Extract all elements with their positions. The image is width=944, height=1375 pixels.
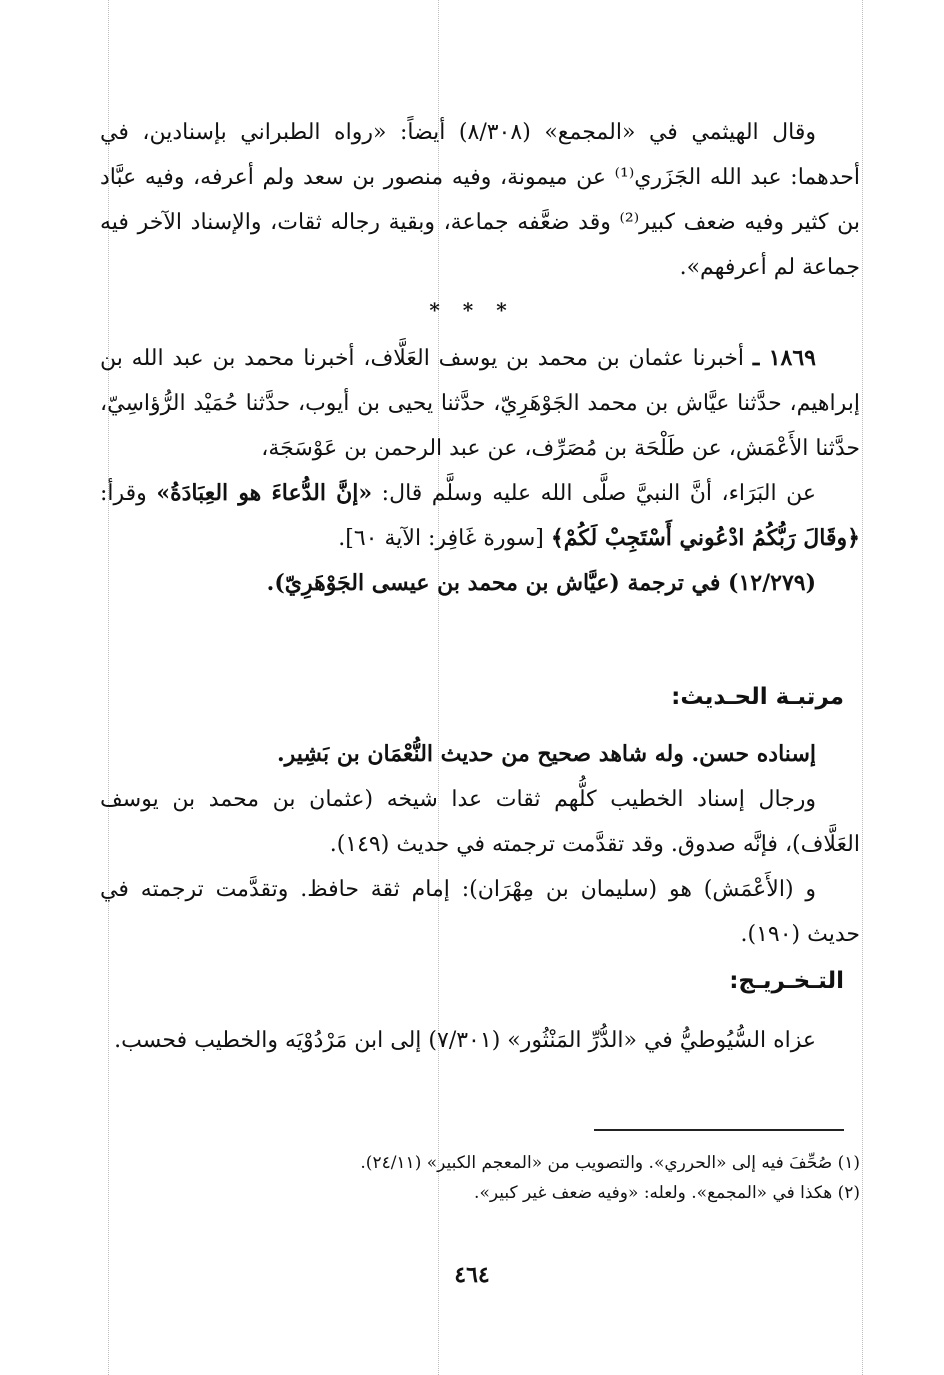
hadith-matn-quote: «إنَّ الدُّعاءَ هو العِبَادَةُ» xyxy=(156,480,373,506)
takhrij-block xyxy=(100,1018,860,1063)
hadith-source: (١٢/٢٧٩) في ترجمة (عيَّاش بن محمد بن عيسى الجَوْهَرِيّ). xyxy=(266,570,816,596)
grade-block xyxy=(100,732,860,957)
takhrij-text: عزاه السُّيُوطيُّ في «الدُّرِّ المَنْثُور» (٧/٣٠١) إلى ابن مَرْدُوْيَه والخطيب فحسب. xyxy=(114,1028,816,1053)
page-number: ٤٦٤ xyxy=(454,1262,490,1288)
grade-narrators-1: ورجال إسناد الخطيب كلُّهم ثقات عدا شيخه (عثمان بن محمد بن يوسف العَلَّاف)، فإنَّه صدوق. وقد تقدَّمت ترجمته في حديث (١٤٩). xyxy=(100,787,860,857)
intro-quote-block xyxy=(100,110,860,290)
intro-quote-paragraph: وقال الهيثمي في «المجمع» (٨/٣٠٨) أيضاً: «رواه الطبراني بإسنادين، في أحدهما: عبد الله الجَزَري⁽¹⁾ عن ميمونة، وفيه منصور بن سعد ولم أعرفه، وفيه عبَّاد بن كثير وفيه ضعف كبير⁽²⁾ وقد ضعَّفه جماعة، وبقية رجاله ثقات، والإسناد الآخر فيه جماعة لم أعرفهم». xyxy=(100,120,861,280)
grade-narrators-2: و (الأَعْمَش) هو (سليمان بن مِهْرَان): إمام ثقة حافظ. وتقدَّمت ترجمته في حديث (١٩٠). xyxy=(100,877,860,947)
hadith-isnad: أخبرنا عثمان بن محمد بن يوسف العَلَّاف، أخبرنا محمد بن عبد الله بن إبراهيم، حدَّثنا عيَّاش بن محمد الجَوْهَرِيّ، حدَّثنا يحيى بن أيوب، حدَّثنا حُمَيْد الرُّؤاسِيّ، حدَّثنا الأَعْمَش، عن طَلْحَة بن مُصَرِّف، عن عبد الرحمن بن عَوْسَجَة، xyxy=(100,346,860,461)
hadith-number: ١٨٦٩ ـ xyxy=(752,345,816,371)
section-separator: * * * xyxy=(429,298,515,322)
hadith-block xyxy=(100,336,860,606)
margin-guide-line xyxy=(862,0,863,1375)
grade-heading: مرتبـة الحـديث: xyxy=(671,684,844,710)
quran-verse-ref: [سورة غَافِر: الآية ٦٠]. xyxy=(338,526,544,551)
footnote-divider xyxy=(594,1129,844,1131)
hadith-matn-paragraph xyxy=(100,471,860,561)
quran-verse: ﴿وقَالَ رَبُّكُمُ ادْعُوني أَسْتَجِبْ لَكُمْ﴾ xyxy=(550,525,860,551)
takhrij-heading: التـخـريـج: xyxy=(729,968,844,994)
hadith-matn-recited: وقرأ: xyxy=(100,481,147,506)
footnote-1: (١) صُحِّفَ فيه إلى «الحرري». والتصويب من «المعجم الكبير» (٢٤/١١). xyxy=(360,1153,860,1173)
hadith-matn-intro: عن البَرَاء، أنَّ النبيَّ صلَّى الله عليه وسلَّم قال: xyxy=(381,481,816,506)
grade-summary: إسناده حسن. وله شاهد صحيح من حديث النُّعْمَان بن بَشِير. xyxy=(276,741,816,767)
footnote-2: (٢) هكذا في «المجمع». ولعله: «وفيه ضعف غير كبير». xyxy=(474,1183,860,1203)
hadith-isnad-paragraph xyxy=(100,336,860,471)
footnotes xyxy=(100,1148,860,1208)
